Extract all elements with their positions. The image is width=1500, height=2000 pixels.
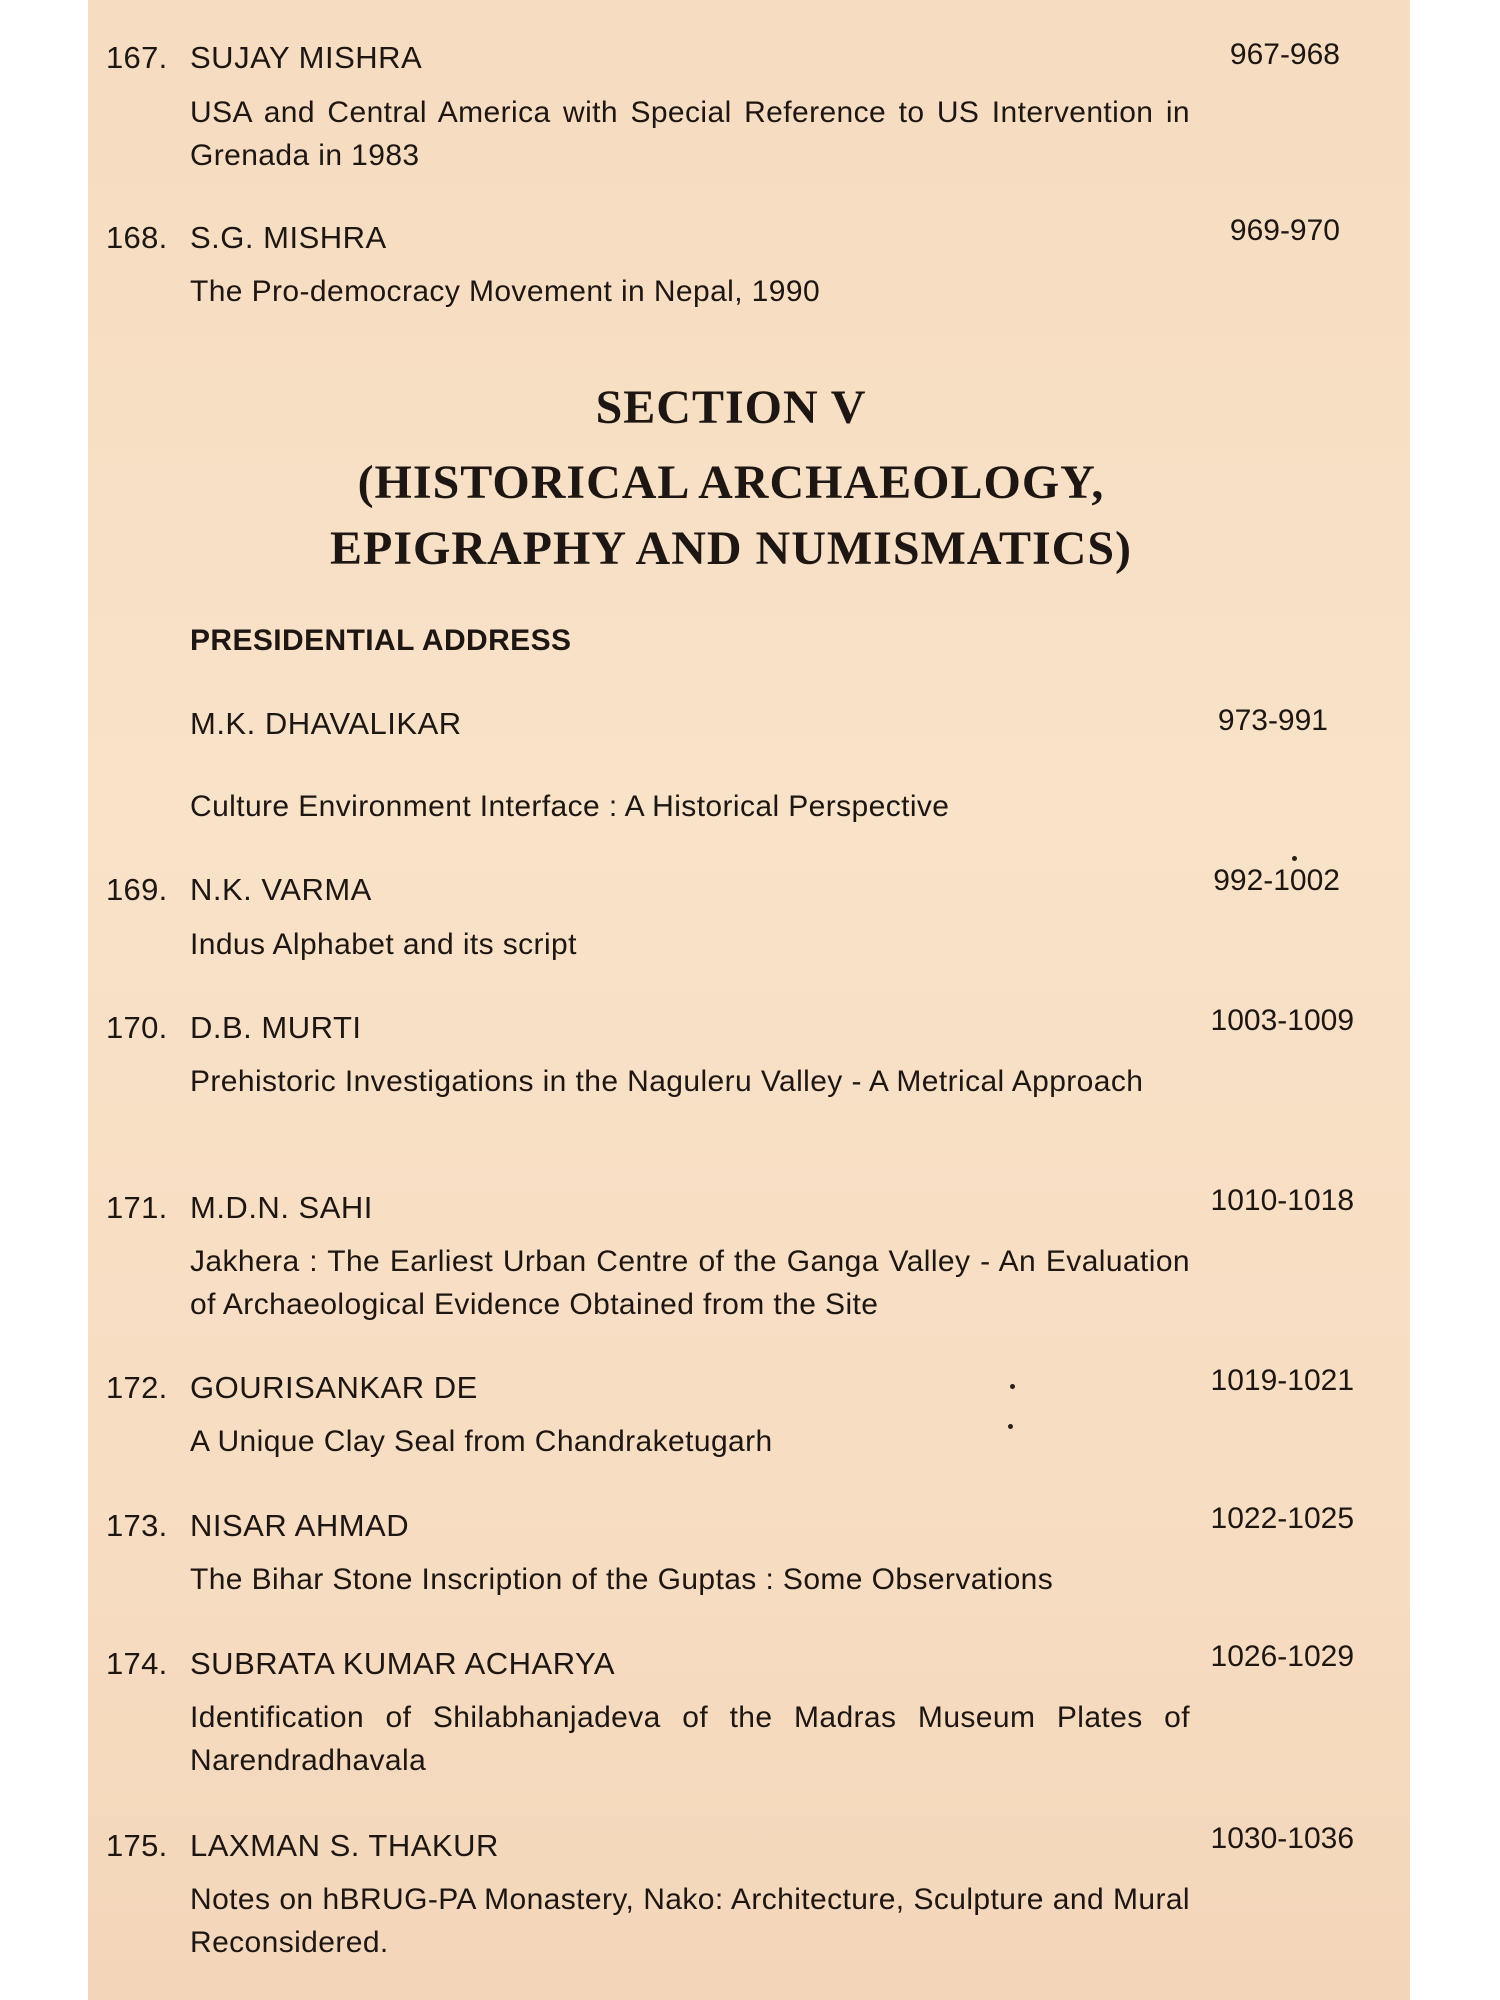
- presidential-author: M.K. DHAVALIKAR: [190, 706, 462, 741]
- presidential-pages: 973-991: [1217, 704, 1328, 737]
- entry-author: SUBRATA KUMAR ACHARYA: [190, 1646, 616, 1681]
- print-speck: [1008, 1424, 1013, 1429]
- entry-number: 173.: [106, 1508, 168, 1543]
- section-heading-line1: SECTION V: [595, 381, 867, 434]
- document-page: [88, 0, 1410, 2000]
- presidential-address-heading: PRESIDENTIAL ADDRESS: [190, 624, 572, 657]
- entry-author: M.D.N. SAHI: [190, 1190, 373, 1225]
- entry-pages: 1026-1029: [1210, 1640, 1354, 1673]
- entry-pages: 1010-1018: [1210, 1184, 1354, 1217]
- print-speck: [1292, 856, 1297, 861]
- entry-title: Identification of Shilabhanjadeva of the Madras Museum Plates of Narendradhavala: [190, 1701, 1190, 1777]
- entry-title: The Bihar Stone Inscription of the Guptas : Some Observations: [190, 1563, 1054, 1596]
- entry-title: Jakhera : The Earliest Urban Centre of the Ganga Valley - An Evaluation of Archaeological Evidence Obtained from the Site: [190, 1245, 1190, 1321]
- entry-author: S.G. MISHRA: [190, 220, 387, 255]
- entry-pages: 1003-1009: [1210, 1004, 1354, 1037]
- entry-number: 167.: [106, 40, 168, 75]
- presidential-title: Culture Environment Interface : A Historical Perspective: [190, 790, 950, 823]
- entry-author: LAXMAN S. THAKUR: [190, 1828, 499, 1863]
- entry-author: NISAR AHMAD: [190, 1508, 410, 1543]
- entry-author: D.B. MURTI: [190, 1010, 362, 1045]
- entry-number: 174.: [106, 1646, 168, 1681]
- entry-number: 168.: [106, 220, 168, 255]
- entry-pages: 969-970: [1229, 214, 1340, 247]
- entry-number: 171.: [106, 1190, 168, 1225]
- entry-title: A Unique Clay Seal from Chandraketugarh: [190, 1425, 773, 1458]
- entry-author: SUJAY MISHRA: [190, 40, 423, 75]
- entry-title: Prehistoric Investigations in the Naguleru Valley - A Metrical Approach: [190, 1065, 1144, 1098]
- entry-pages: 992-1002: [1213, 864, 1340, 897]
- entry-number: 172.: [106, 1370, 168, 1405]
- entry-pages: 1030-1036: [1210, 1822, 1354, 1855]
- entry-author: N.K. VARMA: [190, 872, 372, 907]
- entry-title: USA and Central America with Special Reference to US Intervention in Grenada in 1983: [190, 96, 1190, 172]
- entry-number: 170.: [106, 1010, 168, 1045]
- entry-author: GOURISANKAR DE: [190, 1370, 478, 1405]
- entry-number: 175.: [106, 1828, 168, 1863]
- section-heading-line3: EPIGRAPHY AND NUMISMATICS): [329, 522, 1132, 575]
- print-speck: [1010, 1384, 1015, 1389]
- entry-pages: 967-968: [1229, 38, 1340, 71]
- entry-title: Indus Alphabet and its script: [190, 928, 577, 961]
- section-heading-line2: (HISTORICAL ARCHAEOLOGY,: [357, 456, 1105, 509]
- entry-title: Notes on hBRUG-PA Monastery, Nako: Architecture, Sculpture and Mural Reconsidered.: [190, 1883, 1190, 1959]
- entry-title: The Pro-democracy Movement in Nepal, 1990: [190, 275, 821, 308]
- entry-number: 169.: [106, 872, 168, 907]
- entry-pages: 1019-1021: [1210, 1364, 1354, 1397]
- entry-pages: 1022-1025: [1210, 1502, 1354, 1535]
